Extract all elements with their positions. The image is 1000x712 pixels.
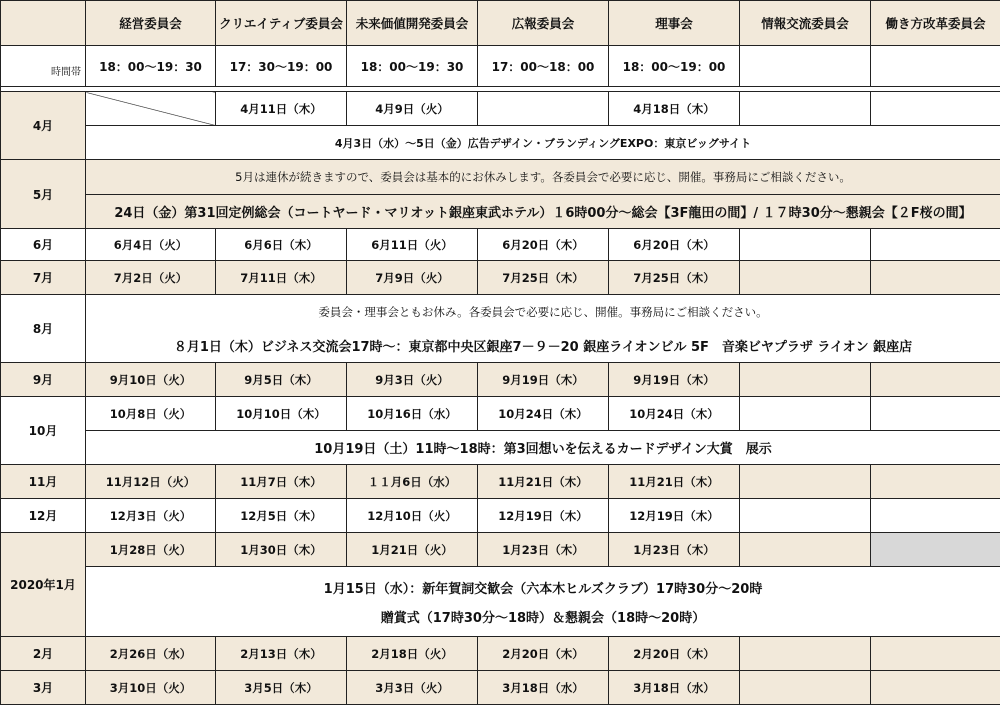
date-cell xyxy=(871,533,1000,567)
date-cell: 11月21日（木） xyxy=(478,465,609,499)
date-cell: 12月19日（木） xyxy=(609,499,740,533)
time-row xyxy=(1,46,1000,87)
month-label: 5月 xyxy=(1,160,86,229)
row-jan xyxy=(1,533,1000,567)
date-cell xyxy=(871,92,1000,126)
event-cell: ８月1日（木）ビジネス交流会17時～：東京都中央区銀座7－９－20 銀座ライオンビル 5F 音楽ビヤプラザ ライオン 銀座店 xyxy=(86,329,1000,363)
row-may xyxy=(1,160,1000,195)
date-cell: 10月16日（水） xyxy=(347,397,478,431)
diagonal-cell xyxy=(86,92,216,126)
month-label: 3月 xyxy=(1,671,86,705)
date-cell xyxy=(740,637,871,671)
month-label: 6月 xyxy=(1,229,86,261)
date-cell xyxy=(871,261,1000,295)
date-cell: 2月18日（火） xyxy=(347,637,478,671)
row-mar xyxy=(1,671,1000,705)
date-cell xyxy=(740,671,871,705)
month-label: 2020年1月 xyxy=(1,533,86,637)
date-cell: 12月5日（木） xyxy=(216,499,347,533)
date-cell xyxy=(740,261,871,295)
row-sep xyxy=(1,363,1000,397)
date-cell xyxy=(740,363,871,397)
date-cell: 3月10日（火） xyxy=(86,671,216,705)
date-cell: 1月23日（木） xyxy=(478,533,609,567)
row-feb xyxy=(1,637,1000,671)
date-cell: 2月13日（木） xyxy=(216,637,347,671)
date-cell xyxy=(740,499,871,533)
event-cell xyxy=(86,567,1000,637)
date-cell: 2月26日（水） xyxy=(86,637,216,671)
row-aug-event xyxy=(1,329,1000,363)
date-cell: 11月12日（火） xyxy=(86,465,216,499)
date-cell: 7月25日（木） xyxy=(609,261,740,295)
date-cell: 10月24日（木） xyxy=(478,397,609,431)
date-cell: 11月7日（木） xyxy=(216,465,347,499)
event-cell: 24日（金）第31回定例総会（コートヤード・マリオット銀座東武ホテル）１6時00分～総会【3F龍田の間】/ １７時30分～懇親会【２F桜の間】 xyxy=(86,195,1000,229)
header-col: 広報委員会 xyxy=(478,1,609,46)
date-cell: 12月19日（木） xyxy=(478,499,609,533)
row-nov xyxy=(1,465,1000,499)
header-col: 理事会 xyxy=(609,1,740,46)
date-cell: 4月11日（木） xyxy=(216,92,347,126)
date-cell: 2月20日（木） xyxy=(478,637,609,671)
date-cell: 7月9日（火） xyxy=(347,261,478,295)
date-cell: 10月10日（木） xyxy=(216,397,347,431)
corner-cell xyxy=(1,1,86,46)
date-cell: 10月8日（火） xyxy=(86,397,216,431)
date-cell xyxy=(478,92,609,126)
date-cell xyxy=(871,229,1000,261)
date-cell: 9月10日（火） xyxy=(86,363,216,397)
time-cell: 18：00～19：30 xyxy=(86,46,216,87)
date-cell xyxy=(871,671,1000,705)
date-cell xyxy=(740,465,871,499)
date-cell: 10月24日（木） xyxy=(609,397,740,431)
row-may-event xyxy=(1,195,1000,229)
date-cell xyxy=(871,637,1000,671)
time-cell: 18：00～19：00 xyxy=(609,46,740,87)
date-cell: 1月28日（火） xyxy=(86,533,216,567)
row-jul xyxy=(1,261,1000,295)
date-cell: 7月2日（火） xyxy=(86,261,216,295)
date-cell: 6月20日（木） xyxy=(478,229,609,261)
date-cell: 6月20日（木） xyxy=(609,229,740,261)
date-cell xyxy=(871,363,1000,397)
date-cell: １１月6日（水） xyxy=(347,465,478,499)
note-cell: 5月は連休が続きますので、委員会は基本的にお休みします。各委員会で必要に応じ、開催。事務局にご相談ください。 xyxy=(86,160,1000,195)
time-cell: 18：00～19：30 xyxy=(347,46,478,87)
date-cell xyxy=(740,397,871,431)
event-line-1: 1月15日（水）：新年賀詞交歓会（六本木ヒルズクラブ）17時30分～20時 xyxy=(323,581,763,597)
month-label: 12月 xyxy=(1,499,86,533)
row-oct-event xyxy=(1,431,1000,465)
date-cell xyxy=(871,397,1000,431)
date-cell: 2月20日（木） xyxy=(609,637,740,671)
date-cell: 9月3日（火） xyxy=(347,363,478,397)
time-label: 時間帯 xyxy=(1,46,86,87)
header-col: 未来価値開発委員会 xyxy=(347,1,478,46)
date-cell: 3月5日（木） xyxy=(216,671,347,705)
date-cell xyxy=(871,465,1000,499)
month-label: 2月 xyxy=(1,637,86,671)
date-cell: 3月18日（水） xyxy=(478,671,609,705)
date-cell: 3月3日（火） xyxy=(347,671,478,705)
month-label: 9月 xyxy=(1,363,86,397)
time-cell: 17：00～18：00 xyxy=(478,46,609,87)
date-cell: 6月6日（木） xyxy=(216,229,347,261)
header-col: クリエイティブ委員会 xyxy=(216,1,347,46)
date-cell: 12月10日（火） xyxy=(347,499,478,533)
date-cell xyxy=(871,499,1000,533)
row-apr xyxy=(1,92,1000,126)
month-label: 11月 xyxy=(1,465,86,499)
month-label: 8月 xyxy=(1,295,86,363)
row-jun xyxy=(1,229,1000,261)
time-cell: 17：30～19：00 xyxy=(216,46,347,87)
month-label: 7月 xyxy=(1,261,86,295)
date-cell: 11月21日（木） xyxy=(609,465,740,499)
date-cell: 6月11日（火） xyxy=(347,229,478,261)
date-cell: 9月19日（木） xyxy=(478,363,609,397)
header-col: 情報交流委員会 xyxy=(740,1,871,46)
time-cell xyxy=(871,46,1000,87)
event-line-2: 贈賞式（17時30分～18時）＆懇親会（18時～20時） xyxy=(380,610,706,626)
event-cell: 10月19日（土）11時～18時：第3回想いを伝えるカードデザイン大賞 展示 xyxy=(86,431,1000,465)
row-apr-event xyxy=(1,126,1000,160)
date-cell: 3月18日（水） xyxy=(609,671,740,705)
date-cell: 7月25日（木） xyxy=(478,261,609,295)
header-row xyxy=(1,1,1000,46)
date-cell xyxy=(740,533,871,567)
month-label: 4月 xyxy=(1,92,86,160)
month-label: 10月 xyxy=(1,397,86,465)
note-cell: 委員会・理事会ともお休み。各委員会で必要に応じ、開催。事務局にご相談ください。 xyxy=(86,295,1000,329)
date-cell: 12月3日（火） xyxy=(86,499,216,533)
date-cell: 4月18日（木） xyxy=(609,92,740,126)
date-cell: 9月19日（木） xyxy=(609,363,740,397)
row-aug xyxy=(1,295,1000,329)
date-cell xyxy=(740,229,871,261)
date-cell: 9月5日（木） xyxy=(216,363,347,397)
row-dec xyxy=(1,499,1000,533)
date-cell: 1月21日（火） xyxy=(347,533,478,567)
time-cell xyxy=(740,46,871,87)
date-cell: 7月11日（木） xyxy=(216,261,347,295)
header-col: 経営委員会 xyxy=(86,1,216,46)
date-cell: 6月4日（火） xyxy=(86,229,216,261)
event-cell: 4月3日（水）～5日（金）広告デザイン・ブランディングEXPO：東京ビッグサイト xyxy=(86,126,1000,160)
row-oct xyxy=(1,397,1000,431)
date-cell: 4月9日（火） xyxy=(347,92,478,126)
header-col: 働き方改革委員会 xyxy=(871,1,1000,46)
date-cell: 1月23日（木） xyxy=(609,533,740,567)
date-cell: 1月30日（木） xyxy=(216,533,347,567)
date-cell xyxy=(740,92,871,126)
row-jan-event xyxy=(1,567,1000,637)
